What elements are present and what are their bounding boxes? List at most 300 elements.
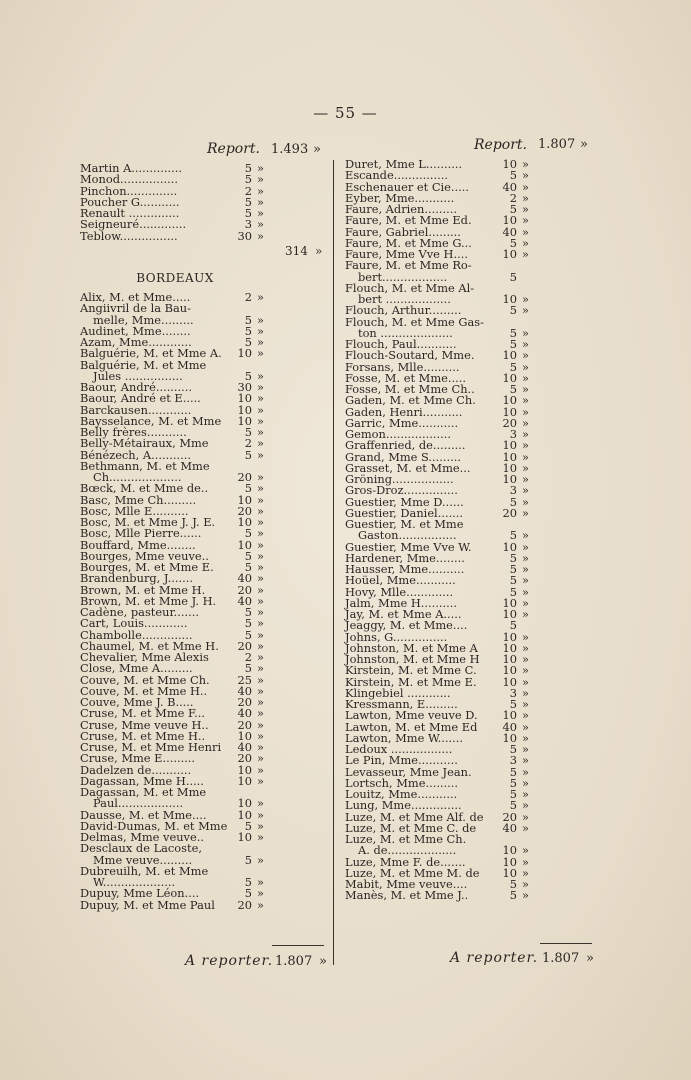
entry-name: Lortsch, Mme......... (345, 775, 459, 790)
entry-unit: » (257, 183, 264, 198)
entry-unit: » (522, 494, 529, 509)
right-footer-unit: » (586, 951, 594, 966)
entry-amount: 3 (509, 753, 517, 768)
entry-amount: 5 (244, 605, 252, 619)
entry-unit: » (257, 807, 264, 822)
entry-unit: » (257, 548, 264, 563)
entry-amount: 3 (509, 685, 517, 700)
entry-amount: 40 (237, 571, 252, 586)
entry-unit: » (522, 292, 529, 306)
entry-unit: » (522, 764, 529, 779)
entry-unit: » (522, 550, 529, 565)
entry-name: Cruse, M. et Mme H.. (80, 728, 206, 743)
entry-unit: » (522, 359, 529, 374)
entry-amount: 5 (244, 312, 252, 327)
entry-unit: » (522, 809, 529, 824)
entry-name: Dadelzen de........... (80, 762, 192, 777)
entry-name: Bosc, Mlle E.......... (80, 503, 189, 518)
entry-name: Flouch-Soutard, Mme. (345, 348, 475, 363)
entry-name: A. de................... (358, 843, 457, 858)
entry-amount: 5 (509, 168, 517, 183)
entry-unit: » (257, 368, 264, 383)
entry-unit: » (522, 708, 529, 723)
entry-name: W.................... (93, 875, 176, 889)
entry-name: Pinchon.............. (80, 183, 178, 198)
entry-amount: 5 (509, 787, 517, 801)
entry-unit: » (257, 560, 264, 574)
entry-name: Luze, M. et Mme M. de (345, 865, 480, 880)
entry-name: Azam, Mme............ (80, 335, 192, 349)
entry-amount: 10 (502, 652, 517, 666)
entry-amount: 3 (509, 483, 517, 498)
entry-amount: 10 (237, 728, 252, 743)
entry-amount: 40 (502, 719, 517, 734)
entry-unit: » (522, 415, 529, 430)
entry-amount: 3 (244, 217, 252, 232)
entry-amount: 5 (244, 323, 252, 338)
right-footer-value: 1.807 (542, 951, 580, 966)
entry-name: Hoüel, Mme........... (345, 573, 456, 588)
entry-unit: » (522, 697, 529, 711)
entry-unit: » (257, 413, 264, 428)
entry-name: Eschenauer et Cie..... (345, 179, 470, 194)
entry-name: Seigneuré............. (80, 217, 187, 232)
entry-unit: » (257, 683, 264, 698)
entry-name: Belly frères........... (80, 425, 187, 439)
left-entry-list (80, 292, 270, 911)
entry-amount: 10 (502, 157, 517, 171)
entry-name: Faure, M. et Mme Ed. (345, 213, 472, 228)
entry-name: Lawton, M. et Mme Ed (345, 719, 478, 734)
entry-amount: 10 (502, 865, 517, 880)
entry-name: Guestier, Mme Vve W. (345, 539, 472, 554)
entry-name: Bethmann, M. et Mme (80, 458, 210, 473)
entry-name: Bourges, Mme veuve.. (80, 548, 209, 563)
entry-name: Mme veuve......... (93, 852, 193, 867)
entry-name: Belly-Métairaux, Mme (80, 436, 209, 451)
entry-unit: » (257, 886, 264, 901)
entry-name: Louitz, Mme........... (345, 787, 458, 801)
entry-name: Hausser, Mme.......... (345, 562, 465, 576)
entry-unit: » (522, 888, 529, 903)
entry-amount: 5 (244, 661, 252, 676)
entry-amount: 10 (502, 843, 517, 858)
entry-name: Faure, Mme Vve H.... (345, 247, 468, 261)
entry-amount: 3 (509, 427, 517, 441)
entry-name: Cruse, M. et Mme F... (80, 706, 205, 721)
entry-amount: 5 (244, 161, 252, 175)
entry-name: Hovy, Mlle............. (345, 584, 454, 599)
entry-amount: 10 (237, 391, 252, 406)
entry-name: Gaden, M. et Mme Ch. (345, 393, 476, 408)
entry-unit: » (257, 717, 264, 732)
entry-amount: 5 (509, 382, 517, 396)
entry-name: Kirstein, M. et Mme E. (345, 674, 477, 689)
entry-amount: 5 (244, 818, 252, 833)
entry-amount: 10 (502, 247, 517, 261)
right-report-value: 1.807 (538, 137, 576, 152)
entry-name: Forsans, Mlle.......... (345, 359, 460, 374)
entry-amount: 10 (237, 346, 252, 361)
entry-name: Teblow................ (80, 228, 178, 243)
left-report-unit: » (313, 142, 321, 157)
entry-amount: 5 (509, 202, 517, 216)
entry-unit: » (522, 877, 529, 891)
entry-amount: 5 (509, 877, 517, 891)
entry-amount: 5 (244, 481, 252, 496)
left-top-list (80, 163, 270, 242)
entry-name: Cadène, pasteur....... (80, 605, 199, 619)
entry-amount: 5 (509, 303, 517, 318)
entry-amount: 5 (244, 627, 252, 642)
entry-unit: » (522, 224, 529, 239)
entry-unit: » (522, 460, 529, 475)
entry-unit: » (522, 865, 529, 880)
entry-unit: » (257, 515, 264, 529)
entry-unit: » (257, 695, 264, 709)
entry-amount: 20 (237, 470, 252, 484)
entry-name: Jalm, Mme H.......... (345, 595, 458, 610)
entry-unit: » (257, 728, 264, 743)
entry-name: Cruse, M. et Mme Henri (80, 740, 222, 754)
entry-unit: » (522, 168, 529, 183)
entry-unit: » (522, 393, 529, 408)
entry-name: Flouch, Paul........... (345, 337, 457, 351)
left-report-value: 1.493 (271, 142, 309, 157)
entry-unit: » (522, 303, 529, 318)
entry-unit: » (522, 674, 529, 689)
entry-amount: 40 (502, 224, 517, 239)
entry-unit: » (522, 843, 529, 858)
entry-name: Paul.................. (93, 796, 184, 811)
entry-name: Flouch, Arthur......... (345, 303, 462, 318)
entry-unit: » (522, 573, 529, 588)
entry-amount: 10 (502, 213, 517, 228)
entry-unit: » (257, 638, 264, 653)
entry-name: Dagassan, M. et Mme (80, 785, 207, 799)
entry-amount: 20 (502, 809, 517, 824)
entry-amount: 20 (502, 505, 517, 520)
entry-name: Le Pin, Mme........... (345, 753, 458, 768)
entry-name: Luze, Mme F. de....... (345, 854, 466, 869)
entry-unit: » (522, 325, 529, 340)
entry-name: Chaumel, M. et Mme H. (80, 638, 219, 653)
entry-amount: 10 (502, 539, 517, 554)
entry-unit: » (522, 483, 529, 498)
entry-name: Dagassan, Mme H..... (80, 773, 204, 788)
entry-amount: 10 (237, 796, 252, 811)
entry-name: Barckausen............ (80, 402, 192, 417)
entry-unit: » (522, 854, 529, 869)
entry-name: bert .................. (358, 292, 451, 306)
entry-unit: » (522, 539, 529, 554)
entry-unit: » (257, 290, 264, 304)
entry-name: Luze, M. et Mme Alf. de (345, 809, 484, 824)
entry-unit: » (522, 607, 529, 621)
entry-name: Audinet, Mme........ (80, 323, 191, 338)
entry-name: Dupuy, Mme Léon.... (80, 886, 200, 901)
entry-amount: 30 (237, 380, 252, 394)
entry-amount: 5 (509, 325, 517, 340)
entry-unit: » (522, 438, 529, 453)
entry-unit: » (257, 492, 264, 507)
entry-name: Delmas, Mme veuve.. (80, 830, 204, 844)
entry-name: Lawton, Mme W....... (345, 730, 464, 745)
list-item (345, 890, 540, 901)
entry-amount: 20 (237, 897, 252, 912)
entry-name: Cruse, Mme veuve H.. (80, 717, 209, 732)
entry-name: Manès, M. et Mme J.. (345, 888, 469, 903)
entry-name: Brown, M. et Mme J. H. (80, 593, 217, 608)
entry-unit: » (257, 161, 264, 175)
entry-unit: » (257, 537, 264, 552)
entry-name: Bœck, M. et Mme de.. (80, 481, 209, 496)
entry-name: Angiivril de la Bau- (80, 301, 191, 316)
entry-amount: 10 (237, 773, 252, 788)
entry-unit: » (522, 179, 529, 194)
entry-unit: » (257, 616, 264, 631)
entry-unit: » (257, 605, 264, 619)
entry-amount: 5 (244, 616, 252, 631)
page-number: — 55 — (313, 104, 378, 122)
entry-amount: 5 (509, 494, 517, 509)
entry-unit: » (522, 247, 529, 261)
right-report-label: Report. (474, 137, 527, 153)
entry-amount: 5 (509, 742, 517, 756)
entry-unit: » (257, 661, 264, 676)
entry-amount: 2 (244, 183, 252, 198)
entry-amount: 5 (509, 550, 517, 565)
entry-amount: 20 (237, 582, 252, 597)
entry-amount: 10 (502, 663, 517, 678)
entry-name: Chevalier, Mme Alexis (80, 650, 209, 664)
entry-amount: 5 (244, 368, 252, 383)
entry-amount: 10 (502, 348, 517, 363)
entry-amount: 10 (502, 730, 517, 745)
entry-name: Flouch, M. et Mme Al- (345, 280, 475, 295)
entry-amount: 10 (502, 370, 517, 385)
entry-unit: » (257, 593, 264, 608)
entry-name: Dubreuilh, M. et Mme (80, 863, 209, 878)
entry-unit: » (522, 775, 529, 790)
entry-unit: » (257, 897, 264, 912)
entry-name: Luze, M. et Mme Ch. (345, 832, 467, 846)
entry-amount: 20 (237, 751, 252, 766)
entry-name: Jay, M. et Mme A..... (345, 607, 462, 621)
entry-name: Gros-Droz............... (345, 483, 458, 498)
entry-unit: » (522, 742, 529, 756)
entry-name: Gemon.................. (345, 427, 452, 441)
entry-name: Kirstein, M. et Mme C. (345, 663, 477, 678)
entry-amount: 5 (509, 573, 517, 588)
entry-unit: » (257, 751, 264, 766)
entry-unit: » (257, 627, 264, 642)
entry-name: Jules ................ (93, 368, 183, 383)
left-footer-rule (272, 945, 324, 946)
entry-name: Fosse, M. et Mme..... (345, 370, 466, 385)
entry-unit: » (257, 762, 264, 777)
entry-name: Faure, M. et Mme G... (345, 235, 472, 250)
entry-unit: » (522, 505, 529, 520)
entry-amount: 40 (237, 683, 252, 698)
entry-name: Guestier, Daniel....... (345, 505, 464, 520)
entry-amount: 10 (237, 515, 252, 529)
entry-amount: 10 (237, 807, 252, 822)
entry-name: Luze, M. et Mme C. de (345, 820, 477, 835)
entry-name: Baour, André.......... (80, 380, 193, 394)
entry-amount: 5 (509, 618, 517, 633)
entry-name: Garric, Mme........... (345, 415, 459, 430)
entry-name: Cruse, Mme E......... (80, 751, 196, 766)
entry-name: Klingebiel ............ (345, 685, 451, 700)
entry-unit: » (257, 172, 264, 187)
entry-amount: 10 (502, 854, 517, 869)
entry-unit: » (257, 526, 264, 541)
list-item (80, 228, 270, 243)
entry-amount: 5 (244, 335, 252, 349)
entry-amount: 40 (502, 820, 517, 835)
entry-name: Faure, M. et Mme Ro- (345, 258, 472, 273)
entry-amount: 10 (502, 449, 517, 464)
entry-name: Grasset, M. et Mme... (345, 460, 471, 475)
entry-amount: 20 (237, 503, 252, 518)
entry-name: Gröning................. (345, 472, 454, 486)
entry-unit: » (257, 194, 264, 209)
entry-name: Hardener, Mme........ (345, 550, 465, 565)
entry-amount: 5 (244, 560, 252, 574)
entry-name: Grand, Mme S......... (345, 449, 462, 464)
entry-amount: 5 (244, 425, 252, 439)
entry-name: Flouch, M. et Mme Gas- (345, 314, 484, 329)
entry-amount: 10 (502, 629, 517, 644)
entry-unit: » (257, 391, 264, 406)
entry-amount: 2 (244, 436, 252, 451)
entry-amount: 40 (502, 179, 517, 194)
entry-amount: 5 (509, 337, 517, 351)
entry-amount: 10 (502, 708, 517, 723)
entry-amount: 10 (237, 830, 252, 844)
entry-unit: » (257, 206, 264, 220)
entry-unit: » (257, 402, 264, 417)
entry-name: Bosc, M. et Mme J. J. E. (80, 515, 216, 529)
entry-amount: 5 (244, 172, 252, 187)
entry-amount: 2 (509, 190, 517, 205)
entry-name: Kressmann, E......... (345, 697, 458, 711)
entry-name: Balguérie, M. et Mme (80, 357, 207, 372)
entry-unit: » (522, 213, 529, 228)
entry-name: Escande............... (345, 168, 449, 183)
entry-name: Mabit, Mme veuve.... (345, 877, 468, 891)
section-title-bordeaux: BORDEAUX (136, 271, 214, 285)
entry-unit: » (522, 202, 529, 216)
entry-name: Faure, Gabriel......... (345, 224, 461, 239)
entry-name: ton .................... (358, 325, 453, 340)
entry-name: Jeaggy, M. et Mme.... (345, 618, 468, 633)
entry-name: Brandenburg, J....... (80, 571, 193, 586)
entry-unit: » (257, 335, 264, 349)
entry-amount: 5 (244, 852, 252, 867)
entry-amount: 10 (237, 413, 252, 428)
entry-unit: » (522, 719, 529, 734)
entry-unit: » (257, 312, 264, 327)
entry-unit: » (257, 796, 264, 811)
left-subtotal-unit: » (315, 244, 323, 258)
entry-amount: 10 (502, 393, 517, 408)
entry-name: Lawton, Mme veuve D. (345, 708, 478, 723)
entry-amount: 10 (237, 762, 252, 777)
entry-unit: » (257, 228, 264, 243)
entry-unit: » (257, 470, 264, 484)
column-divider (333, 160, 334, 965)
entry-unit: » (522, 787, 529, 801)
entry-unit: » (257, 582, 264, 597)
entry-name: Poucher G........... (80, 194, 180, 209)
entry-name: Brown, M. et Mme H. (80, 582, 206, 597)
entry-amount: 10 (502, 640, 517, 655)
entry-amount: 10 (237, 402, 252, 417)
entry-unit: » (522, 820, 529, 835)
entry-unit: » (257, 830, 264, 844)
entry-unit: » (522, 190, 529, 205)
entry-amount: 20 (502, 415, 517, 430)
list-item (80, 897, 270, 912)
entry-amount: 20 (237, 695, 252, 709)
entry-amount: 5 (509, 584, 517, 599)
entry-unit: » (522, 798, 529, 813)
entry-amount: 10 (502, 674, 517, 689)
entry-amount: 5 (509, 528, 517, 543)
entry-unit: » (522, 753, 529, 768)
entry-name: Johnston, M. et Mme A (345, 640, 478, 655)
right-entry-list (345, 159, 540, 902)
entry-amount: 2 (244, 650, 252, 664)
entry-unit: » (522, 629, 529, 644)
entry-name: Bourges, M. et Mme E. (80, 560, 214, 574)
entry-name: Basc, Mme Ch......... (80, 492, 197, 507)
entry-name: Baysselance, M. et Mme (80, 413, 222, 428)
entry-amount: 20 (237, 717, 252, 732)
entry-unit: » (522, 652, 529, 666)
left-footer-unit: » (319, 954, 327, 969)
entry-name: Bosc, Mlle Pierre...... (80, 526, 202, 541)
entry-name: melle, Mme......... (93, 312, 194, 327)
left-footer-label: A reporter. (185, 953, 274, 969)
entry-amount: 40 (237, 740, 252, 754)
entry-name: Guestier, Mme D...... (345, 494, 464, 509)
entry-name: Graffenried, de......... (345, 438, 466, 453)
entry-unit: » (522, 157, 529, 171)
entry-unit: » (257, 672, 264, 687)
right-report-unit: » (580, 137, 588, 152)
entry-unit: » (522, 337, 529, 351)
entry-unit: » (257, 380, 264, 394)
entry-unit: » (522, 730, 529, 745)
left-subtotal-value: 314 (285, 244, 308, 258)
entry-unit: » (257, 706, 264, 721)
entry-unit: » (257, 481, 264, 496)
entry-amount: 5 (509, 888, 517, 903)
entry-unit: » (522, 404, 529, 419)
entry-amount: 10 (502, 438, 517, 453)
entry-amount: 10 (237, 492, 252, 507)
entry-unit: » (257, 436, 264, 451)
entry-unit: » (522, 640, 529, 655)
entry-name: Levasseur, Mme Jean. (345, 764, 472, 779)
entry-amount: 20 (237, 638, 252, 653)
entry-amount: 5 (509, 798, 517, 813)
entry-amount: 30 (237, 228, 252, 243)
entry-amount: 5 (244, 875, 252, 889)
